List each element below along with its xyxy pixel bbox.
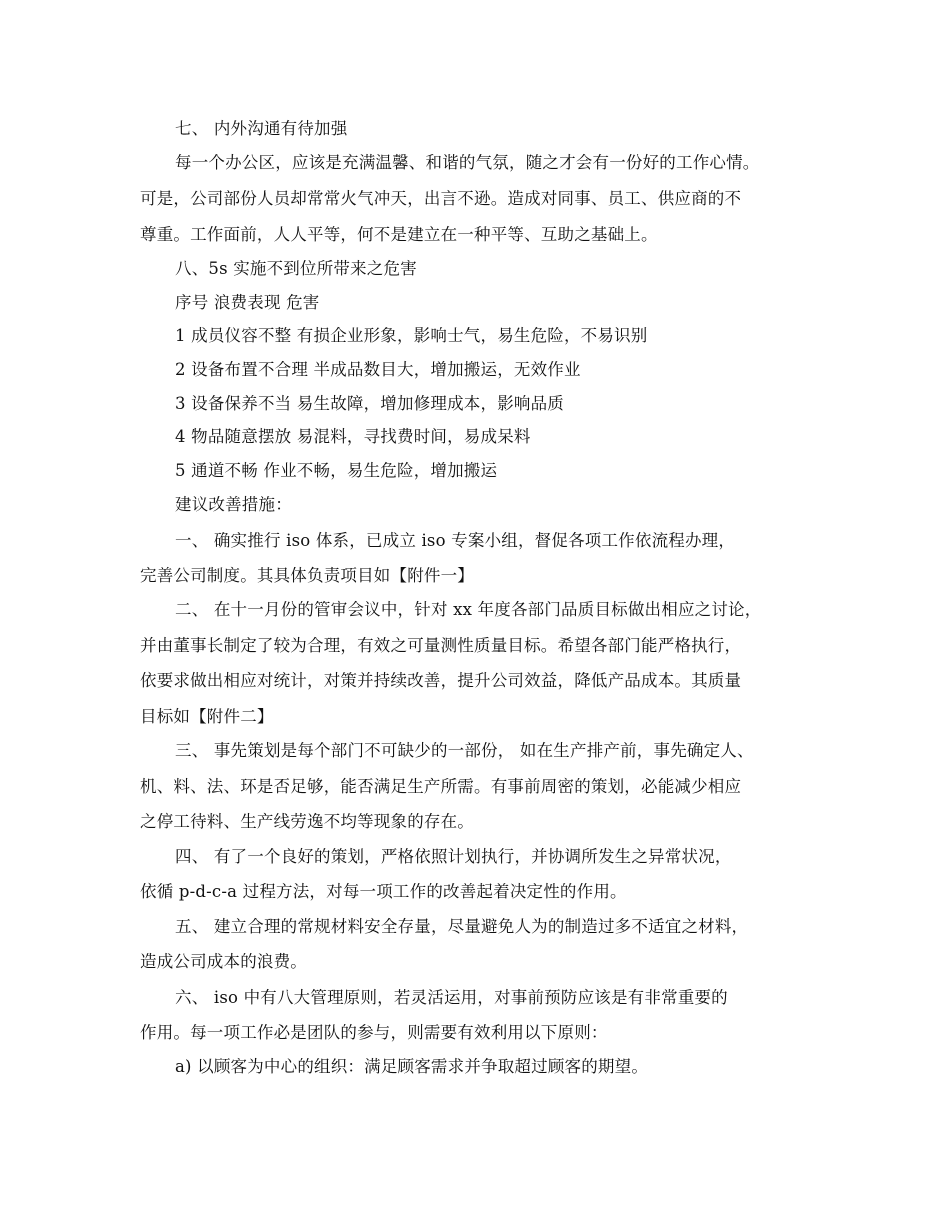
- paragraph-line: 机、料、法、环是否足够，能否满足生产所需。有事前周密的策划，必能减少相应: [140, 777, 742, 796]
- table-header-line: 序号 浪费表现 危害: [175, 293, 320, 312]
- paragraph-line: 一、 确实推行 iso 体系，已成立 iso 专案小组，督促各项工作依流程办理，: [175, 531, 736, 550]
- paragraph-line: 依要求做出相应对统计，对策并持续改善，提升公司效益，降低产品成本。其质量: [140, 671, 742, 690]
- paragraph-line: 每一个办公区，应该是充满温馨、和谐的气氛，随之才会有一份好的工作心情。: [175, 153, 760, 172]
- paragraph-line: a) 以顾客为中心的组织：满足顾客需求并争取超过顾客的期望。: [175, 1057, 649, 1076]
- paragraph-line: 六、 iso 中有八大管理原则，若灵活运用，对事前预防应该是有非常重要的: [175, 988, 728, 1007]
- table-row-line: 2 设备布置不合理 半成品数目大，增加搬运，无效作业: [175, 360, 581, 379]
- paragraph-line: 作用。每一项工作必是团队的参与，则需要有效利用以下原则：: [140, 1023, 608, 1042]
- paragraph-line: 二、 在十一月份的管审会议中，针对 xx 年度各部门品质目标做出相应之讨论，: [175, 600, 762, 619]
- table-row-line: 1 成员仪容不整 有损企业形象，影响士气，易生危险，不易识别: [175, 326, 648, 345]
- paragraph-line: 四、 有了一个良好的策划，严格依照计划执行，并协调所发生之异常状况，: [175, 847, 732, 866]
- section-heading-7: 七、 内外沟通有待加强: [175, 119, 348, 138]
- paragraph-line: 尊重。工作面前，人人平等，何不是建立在一种平等、互助之基础上。: [140, 225, 658, 244]
- paragraph-line: 完善公司制度。其具体负责项目如【附件一】: [140, 566, 474, 585]
- paragraph-line: 五、 建立合理的常规材料安全存量，尽量避免人为的制造过多不适宜之材料，: [175, 917, 749, 936]
- table-row-line: 3 设备保养不当 易生故障，增加修理成本，影响品质: [175, 394, 564, 413]
- paragraph-line: 造成公司成本的浪费。: [140, 952, 307, 971]
- paragraph-line: 可是，公司部份人员却常常火气冲天，出言不逊。造成对同事、员工、供应商的不: [140, 189, 742, 208]
- paragraph-line: 依循 p-d-c-a 过程方法，对每一项工作的改善起着决定性的作用。: [140, 882, 627, 901]
- section-heading-suggestions: 建议改善措施：: [175, 495, 292, 514]
- paragraph-line: 目标如【附件二】: [140, 707, 274, 726]
- section-heading-8: 八、5s 实施不到位所带来之危害: [175, 259, 417, 278]
- paragraph-line: 三、 事先策划是每个部门不可缺少的一部份， 如在生产排产前，事先确定人、: [175, 741, 754, 760]
- paragraph-line: 并由董事长制定了较为合理，有效之可量测性质量目标。希望各部门能严格执行，: [140, 636, 742, 655]
- paragraph-line: 之停工待料、生产线劳逸不均等现象的存在。: [140, 812, 474, 831]
- table-row-line: 4 物品随意摆放 易混料，寻找费时间，易成呆料: [175, 427, 531, 446]
- table-row-line: 5 通道不畅 作业不畅，易生危险，增加搬运: [175, 461, 498, 480]
